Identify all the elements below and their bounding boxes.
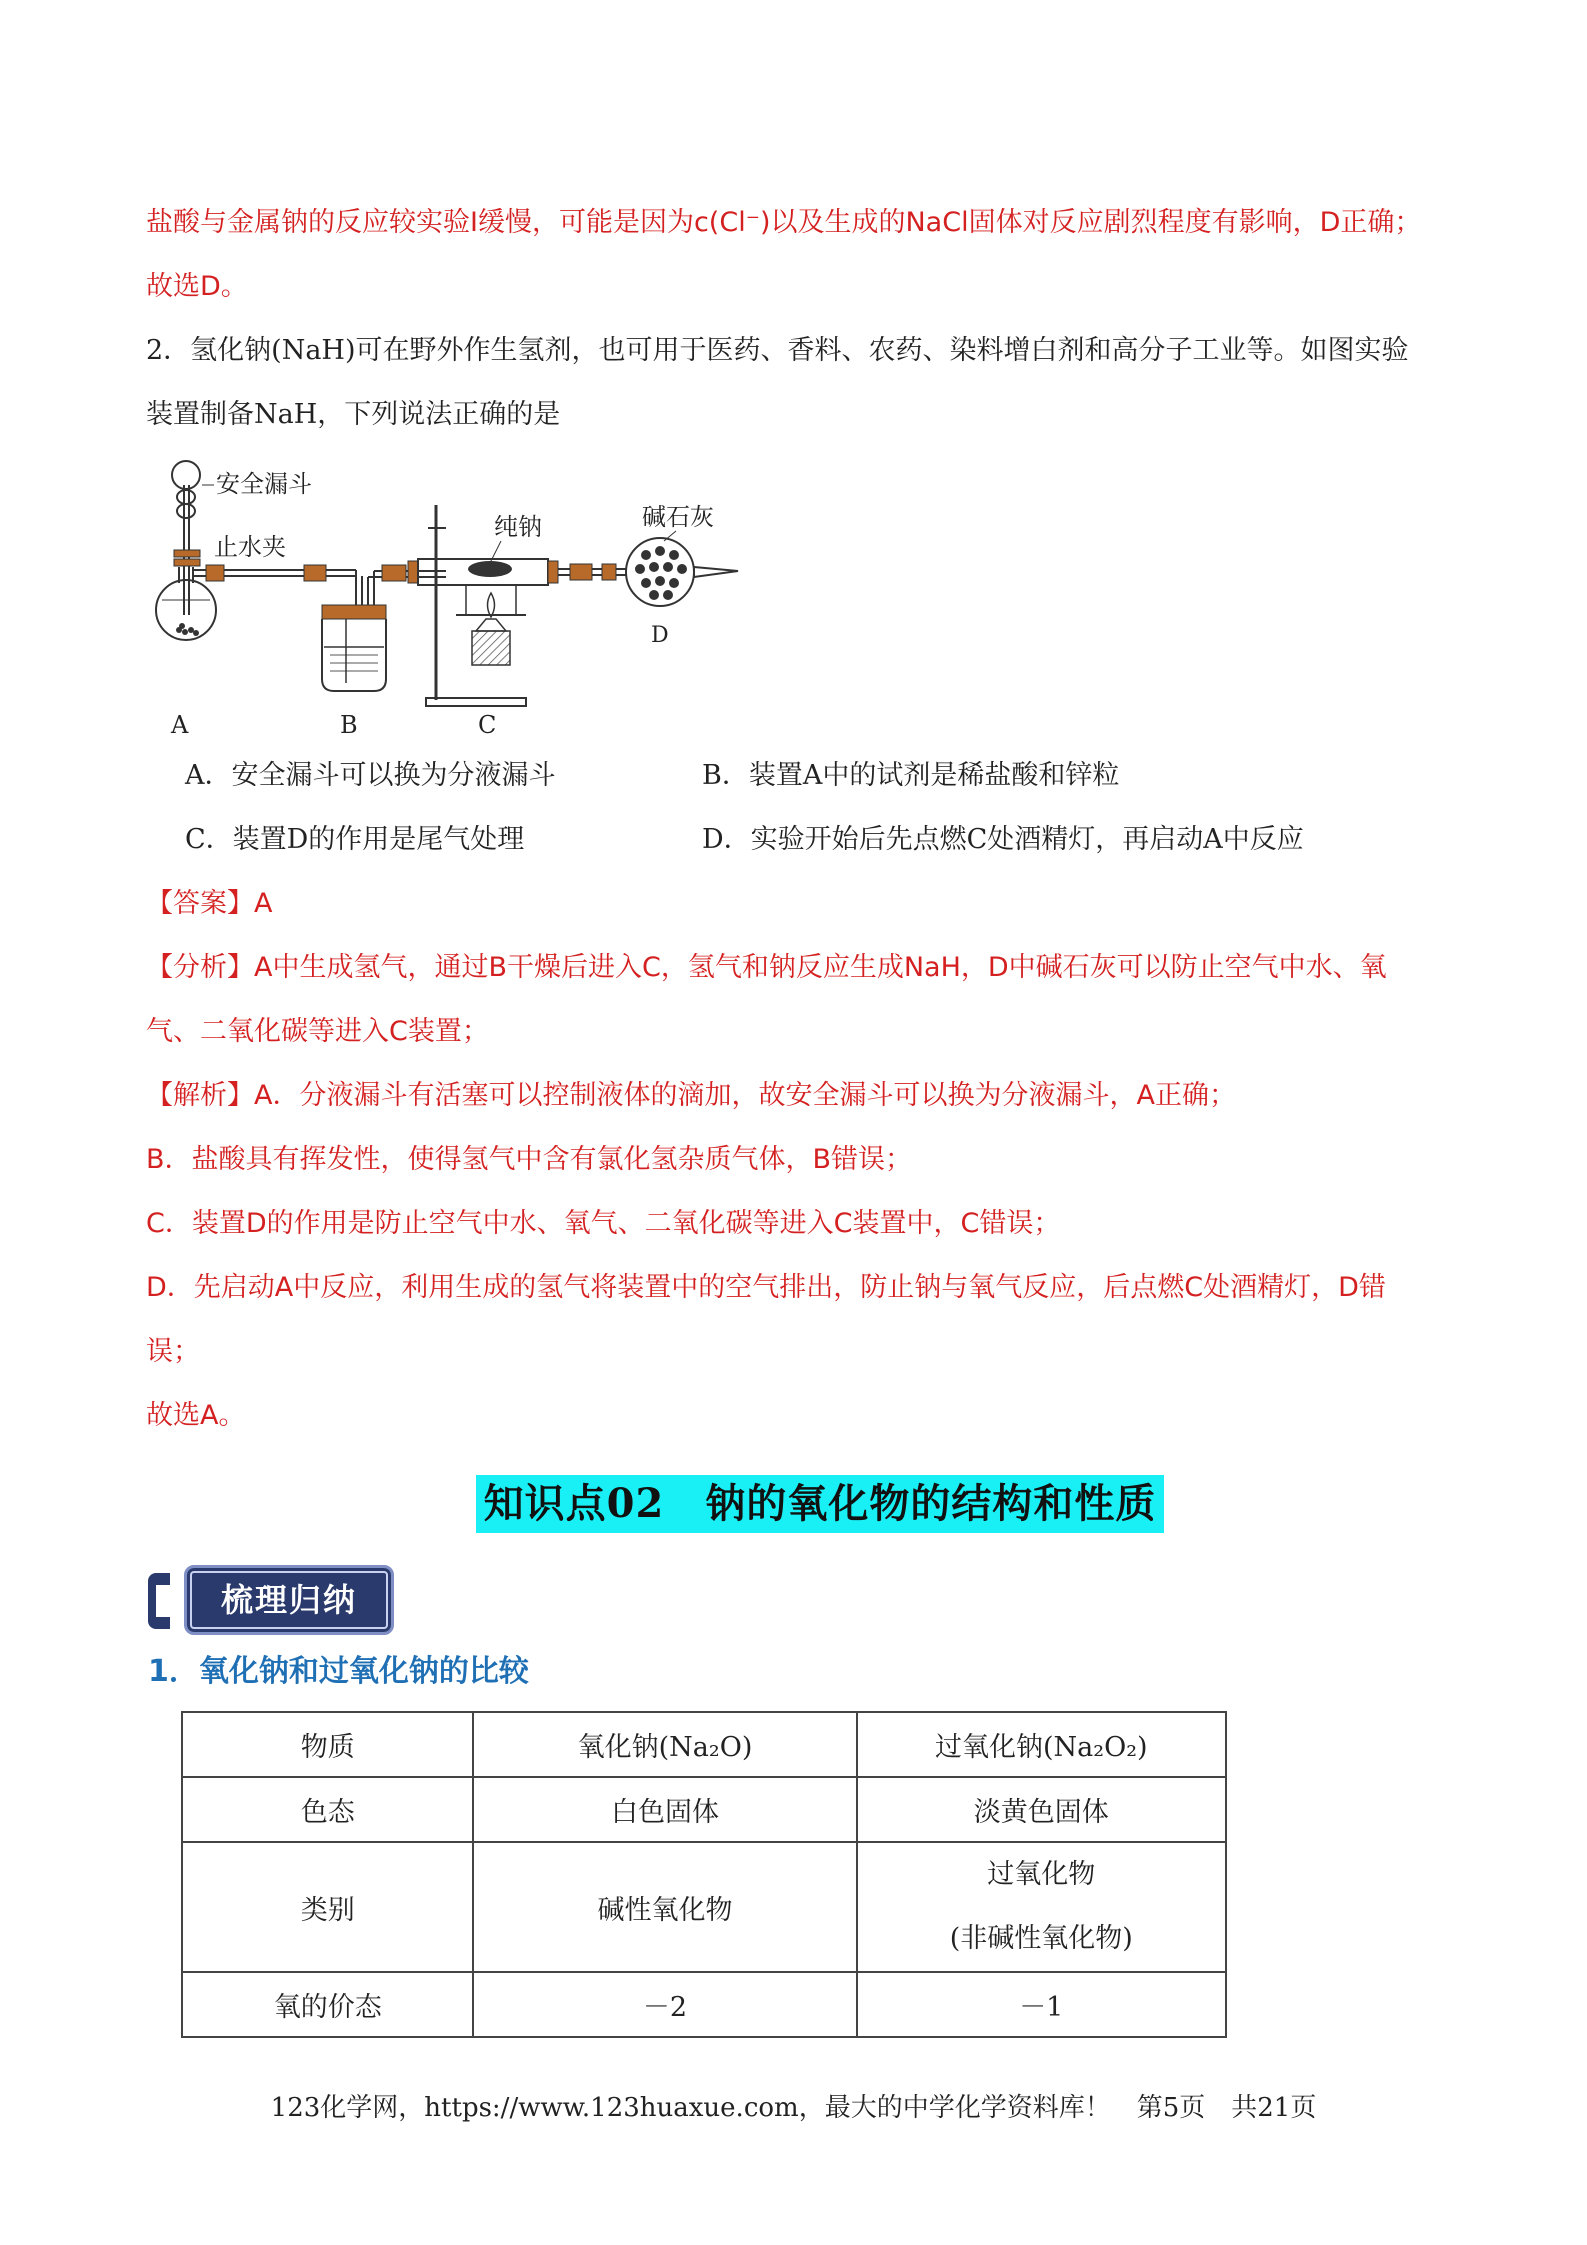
label-water-clamp: 止水夹	[214, 533, 286, 561]
label-b: B	[340, 711, 358, 739]
table-cell: －2	[473, 1972, 856, 2037]
option-c: C．装置D的作用是尾气处理	[185, 824, 525, 855]
apparatus-d	[626, 538, 738, 606]
page-footer: 123化学网，https://www.123huaxue.com，最大的中学化学资料库！ 第5页 共21页	[270, 2093, 1317, 2123]
badge-bracket-icon	[148, 1573, 170, 1629]
table-cell: 过氧化钠(Na₂O₂)	[857, 1712, 1226, 1777]
label-soda-lime: 碱石灰	[642, 503, 714, 531]
label-pure-sodium: 纯钠	[494, 513, 542, 541]
option-a: A．安全漏斗可以换为分液漏斗	[185, 760, 556, 791]
label-c: C	[478, 711, 497, 739]
analysis-line-1: 【分析】A中生成氢气，通过B干燥后进入C，氢气和钠反应生成NaH，D中碱石灰可以防止空气中水、氧	[146, 952, 1387, 983]
prev-solution-line-1: 盐酸与金属钠的反应较实验Ⅰ缓慢，可能是因为c(Cl⁻)以及生成的NaCl固体对反应剧烈程度有影响，D正确；	[146, 207, 1422, 238]
table-cell: 物质	[182, 1712, 473, 1777]
table-row	[182, 1972, 1226, 2037]
explanation-line-2: B．盐酸具有挥发性，使得氢气中含有氯化氢杂质气体，B错误；	[146, 1144, 913, 1175]
label-d-inline: D	[651, 623, 669, 648]
table-cell: 色态	[182, 1777, 473, 1842]
apparatus-a	[156, 461, 216, 640]
comparison-table	[181, 1711, 1227, 2038]
table-cell: 淡黄色固体	[857, 1777, 1226, 1842]
prev-solution-line-2: 故选D。	[146, 271, 248, 302]
table-row	[182, 1842, 1226, 1972]
badge-label: 梳理归纳	[184, 1565, 394, 1635]
sub-heading: 1．氧化钠和过氧化钠的比较	[148, 1654, 529, 1689]
analysis-line-2: 气、二氧化碳等进入C装置；	[146, 1016, 489, 1047]
label-a: A	[171, 711, 189, 739]
table-header-row	[182, 1712, 1226, 1777]
explanation-line-6: 故选A。	[146, 1400, 246, 1431]
question-2-stem-line-2: 装置制备NaH，下列说法正确的是	[146, 399, 561, 430]
table-cell: －1	[857, 1972, 1226, 2037]
table-cell: 碱性氧化物	[473, 1842, 856, 1972]
answer: 【答案】A	[146, 888, 273, 919]
option-d: D．实验开始后先点燃C处酒精灯，再启动A中反应	[702, 824, 1304, 855]
explanation-line-4: D．先启动A中反应，利用生成的氢气将装置中的空气排出，防止钠与氧气反应，后点燃C处酒精灯，D错	[146, 1272, 1386, 1303]
explanation-line-3: C．装置D的作用是防止空气中水、氧气、二氧化碳等进入C装置中，C错误；	[146, 1208, 1061, 1239]
table-cell-line: (非碱性氧化物)	[949, 1923, 1133, 1954]
explanation-line-1: 【解析】A．分液漏斗有活塞可以控制液体的滴加，故安全漏斗可以换为分液漏斗，A正确；	[146, 1080, 1236, 1111]
table-cell-line: 过氧化物	[987, 1859, 1096, 1890]
table-row	[182, 1777, 1226, 1842]
section-title: 知识点02 钠的氧化物的结构和性质	[476, 1475, 1164, 1533]
label-safety-funnel: 安全漏斗	[216, 470, 312, 498]
apparatus-b	[322, 571, 386, 691]
option-b: B．装置A中的试剂是稀盐酸和锌粒	[702, 760, 1120, 791]
table-cell-multiline	[857, 1842, 1226, 1972]
question-2-stem-line-1: 2．氢化钠(NaH)可在野外作生氢剂，也可用于医药、香料、农药、染料增白剂和高分子工业等。如图实验	[146, 335, 1409, 366]
table-cell: 氧的价态	[182, 1972, 473, 2037]
table-cell: 白色固体	[473, 1777, 856, 1842]
table-cell: 氧化钠(Na₂O)	[473, 1712, 856, 1777]
table-cell: 类别	[182, 1842, 473, 1972]
summary-badge	[148, 1565, 396, 1637]
explanation-line-5: 误；	[146, 1336, 200, 1367]
apparatus-diagram	[146, 455, 766, 745]
